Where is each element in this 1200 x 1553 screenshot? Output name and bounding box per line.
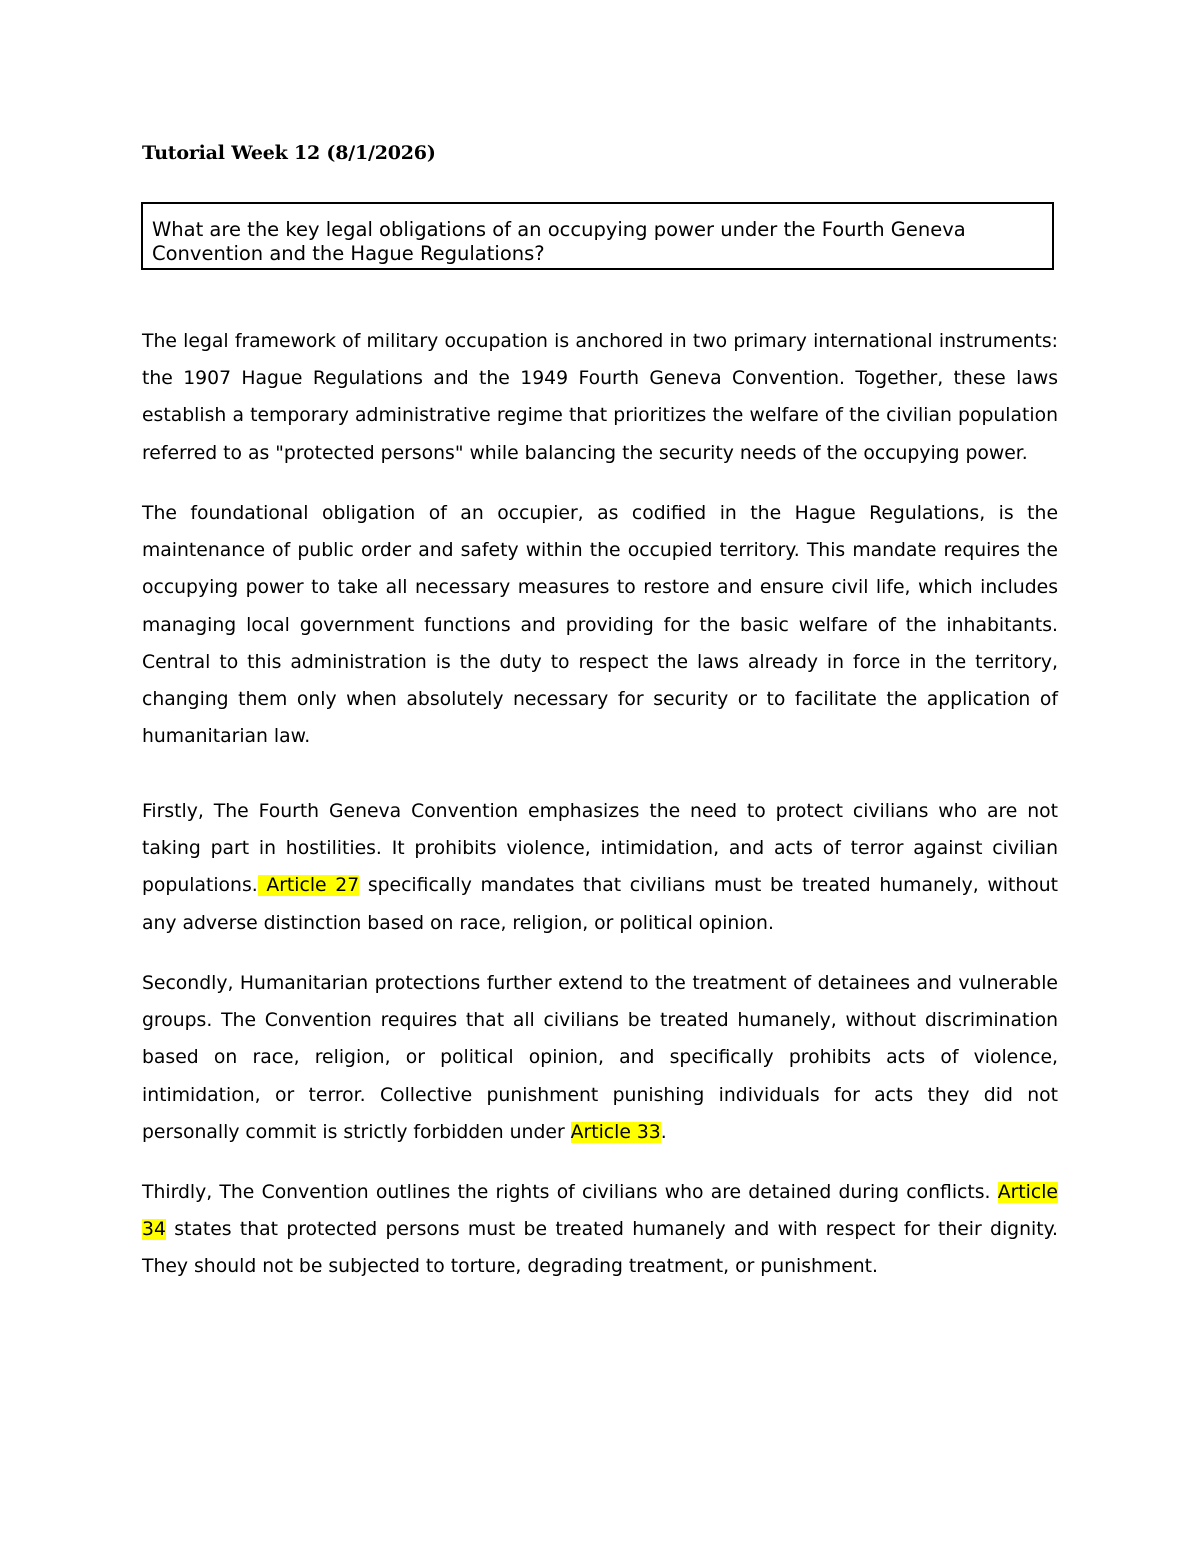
paragraph-thirdly-text-rest: states that protected persons must be treated humanely and with respect for their dignity. They should not be subjected to torture, degrading treatment, or punishment. [142, 1219, 1058, 1278]
paragraph-secondly [142, 965, 1058, 1151]
question-text: What are the key legal obligations of an occupying power under the Fourth Geneva Convention and the Hague Regulations? [152, 218, 966, 265]
highlight-article-27: Article 27 [257, 875, 360, 897]
question-box [141, 202, 1054, 270]
paragraph-secondly-text-rest: . [660, 1121, 667, 1143]
paragraph-firstly [142, 793, 1058, 942]
paragraph-secondly-text: Secondly, Humanitarian protections further extend to the treatment of detainees and vulnerable groups. The Convention requires that all civilians be treated humanely, without discrimination based on race, religion, or political opinion, and specifically prohibits acts of violence, intimidation, or terror. Collective punishment punishing individuals for acts they did not personally commit is strictly forbidden under [142, 973, 1058, 1143]
document-title: Tutorial Week 12 (8/1/2026) [142, 142, 436, 164]
paragraph-thirdly-text: Thirdly, The Convention outlines the rights of civilians who are detained during conflicts. [142, 1182, 998, 1203]
paragraph-firstly-text: Firstly, The Fourth Geneva Convention emphasizes the need to protect civilians who are not taking part in hostilities. It prohibits violence, intimidation, and acts of terror against civilian populations. [142, 801, 1058, 897]
paragraph-thirdly [142, 1174, 1058, 1286]
highlight-article-33: Article 33 [570, 1121, 661, 1143]
highlight-article-34: Article 34 [142, 1182, 1058, 1241]
paragraph-foundational-obligation: The foundational obligation of an occupier, as codified in the Hague Regulations, is the maintenance of public order and safety within the occupied territory. This mandate requires the occupying power to take all necessary measures to restore and ensure civil life, which includes managing local government functions and providing for the basic welfare of the inhabitants. Central to this administration is the duty to respect the laws already in force in the territory, changing them only when absolutely necessary for security or to facilitate the application of humanitarian law. [142, 503, 1058, 748]
paragraph-firstly-text-rest: specifically mandates that civilians must be treated humanely, without any adverse distinction based on race, religion, or political opinion. [142, 875, 1058, 934]
paragraph-intro: The legal framework of military occupation is anchored in two primary international instruments: the 1907 Hague Regulations and the 1949 Fourth Geneva Convention. Together, these laws establish a temporary administrative regime that prioritizes the welfare of the civilian population referred to as "protected persons" while balancing the security needs of the occupying power. [142, 331, 1058, 464]
